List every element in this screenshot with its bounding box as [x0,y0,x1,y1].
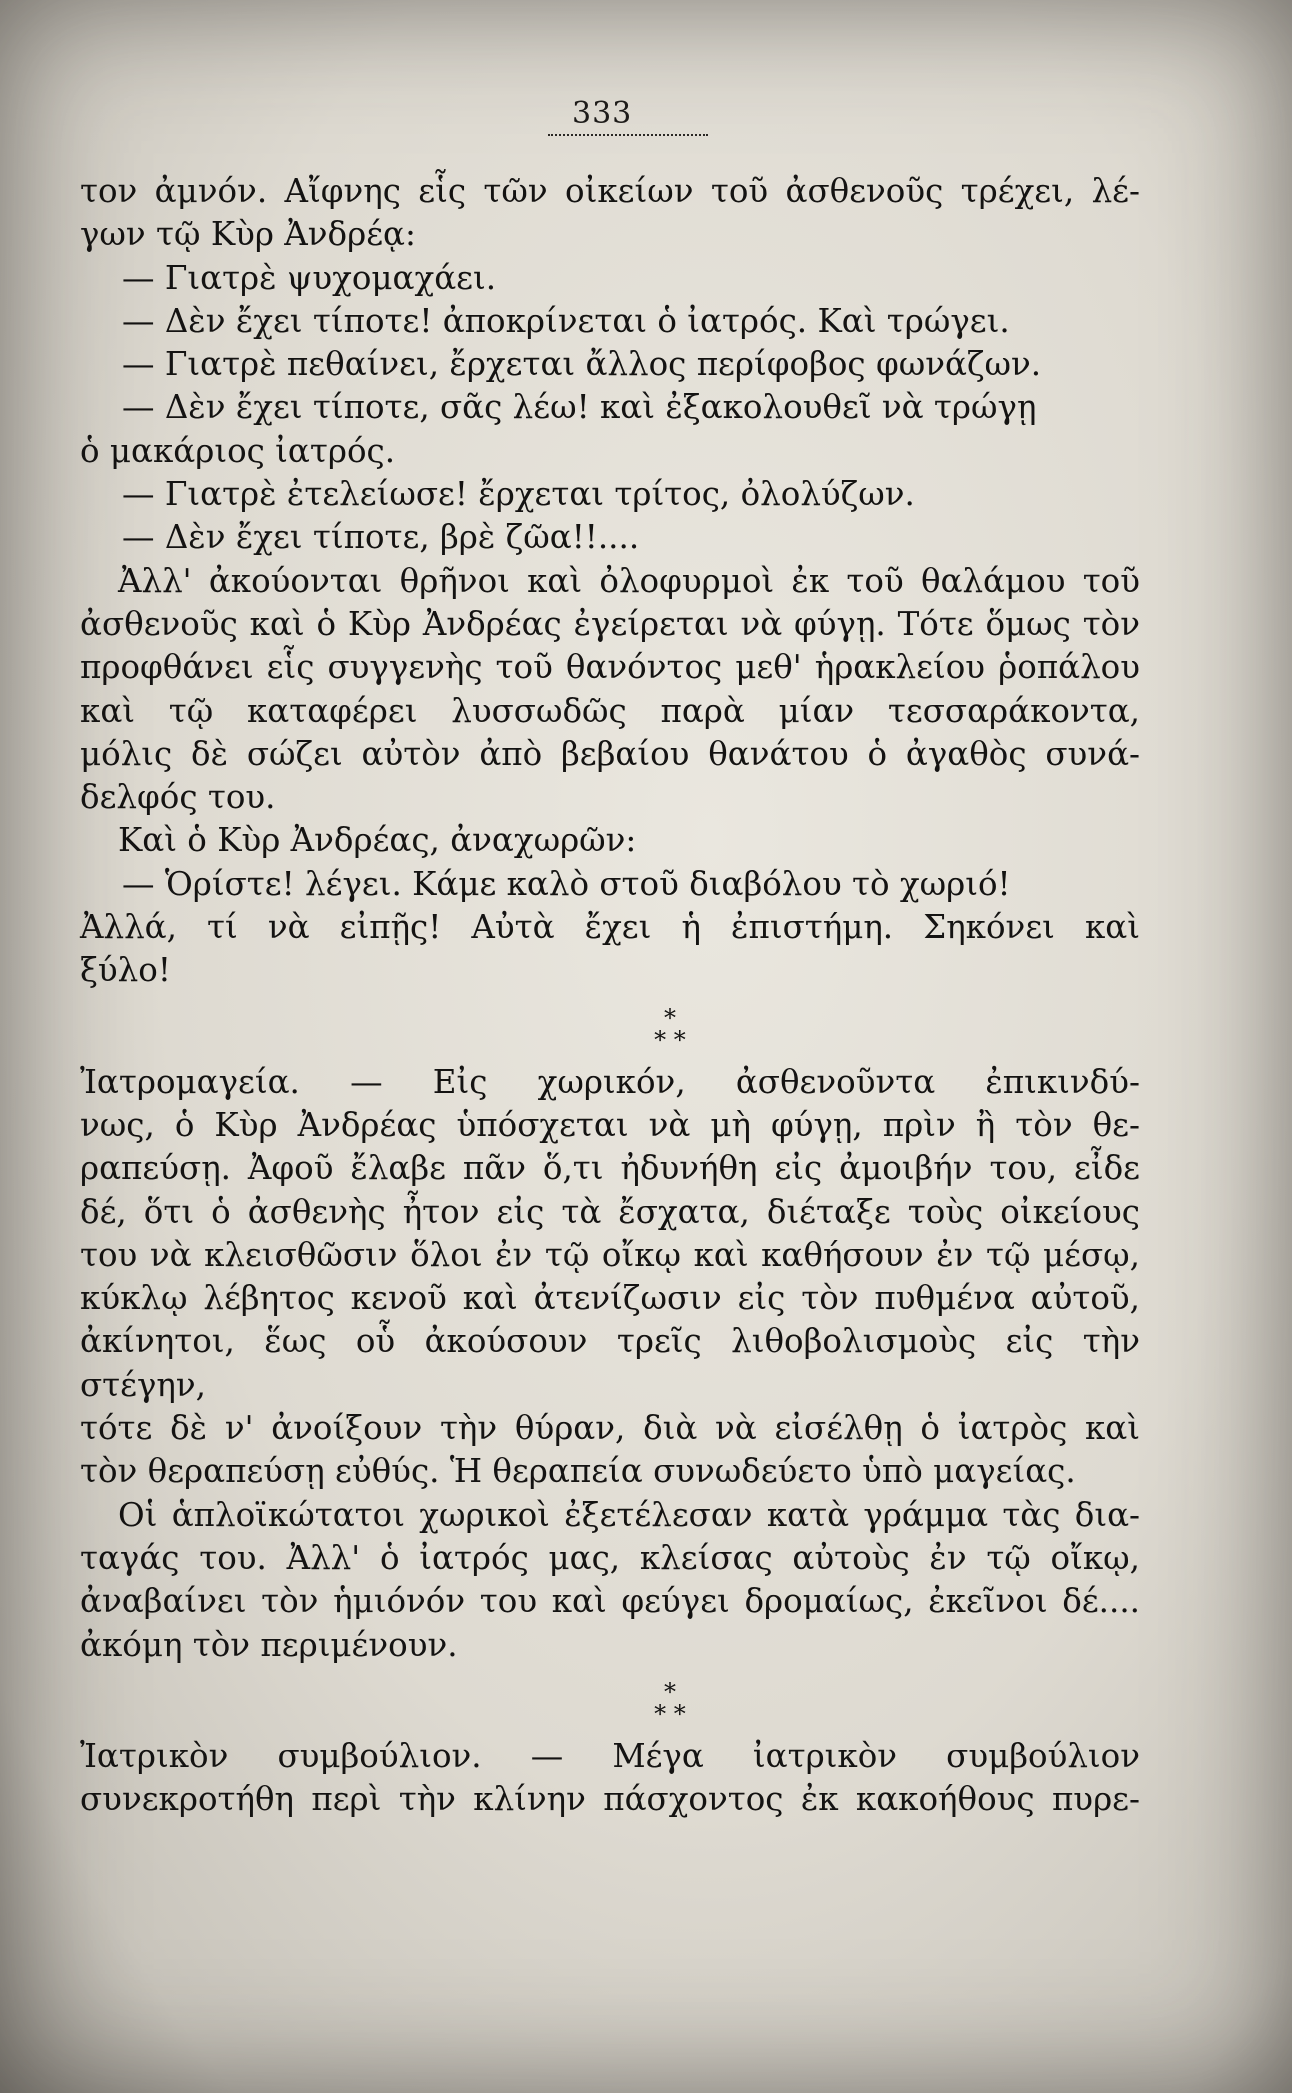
text-line: — Γιατρὲ ψυχομαχάει. [122,258,497,297]
section-asterism [80,993,1140,1061]
text-line: του νὰ κλεισθῶσιν ὅλοι ἐν τῷ οἴκῳ καὶ καθήσουν ἐν τῷ μέσῳ, [80,1235,1140,1274]
text-line: ραπεύσῃ. Ἀφοῦ ἔλαβε πᾶν ὅ,τι ἠδυνήθη εἰς ἀμοιβήν του, εἶδε [80,1149,1140,1188]
text-line: τον ἀμνόν. Αἴφνης εἷς τῶν οἰκείων τοῦ ἀσθενοῦς τρέχει, λέ- [80,172,1140,210]
text-line: — Γιατρὲ ἐτελείωσε! ἔρχεται τρίτος, ὀλολύζων. [122,475,915,514]
asterism-bottom: * * [654,1699,686,1728]
text-line: Καὶ ὁ Κὺρ Ἀνδρέας, ἀναχωρῶν: [118,821,637,860]
text-line: τὸν θεραπεύσῃ εὐθύς. Ἡ θεραπεία συνωδεύετο ὑπὸ μαγείας. [80,1452,1076,1491]
page-number: 333 [572,96,633,131]
text-line: Οἱ ἁπλοϊκώτατοι χωρικοὶ ἐξετέλεσαν κατὰ γράμμα τὰς δια- [118,1495,1140,1534]
text-line: ταγάς του. Ἀλλ' ὁ ἰατρός μας, κλείσας αὐτοὺς ἐν τῷ οἴκῳ, [80,1538,1140,1577]
text-line: ἀσθενοῦς καὶ ὁ Κὺρ Ἀνδρέας ἐγείρεται νὰ φύγῃ. Τότε ὅμως τὸν [80,604,1140,643]
text-line: ἀκίνητοι, ἕως οὗ ἀκούσουν τρεῖς λιθοβολισμοὺς εἰς τὴν στέγην, [80,1322,1140,1404]
text-line: — Δὲν ἔχει τίποτε! ἀποκρίνεται ὁ ἰατρός. Καὶ τρώγει. [122,301,1010,340]
text-line: τότε δὲ ν' ἀνοίξουν τὴν θύραν, διὰ νὰ εἰσέλθῃ ὁ ἰατρὸς καὶ [80,1409,1140,1448]
section-asterism [80,1667,1140,1735]
text-line: ὁ μακάριος ἰατρός. [80,431,396,470]
text-line: συνεκροτήθη περὶ τὴν κλίνην πάσχοντος ἐκ κακοήθους πυρε- [80,1780,1140,1819]
text-line: — Δὲν ἔχει τίποτε, βρὲ ζῶα!!.... [122,518,640,557]
text-line: ξύλο! [80,951,171,990]
page-number-underline [548,134,708,136]
text-line: ἀναβαίνει τὸν ἡμιόνόν του καὶ φεύγει δρομαίως, ἐκεῖνοι δέ.... [80,1582,1140,1621]
text-line: προφθάνει εἷς συγγενὴς τοῦ θανόντος μεθ' ἡρακλείου ῥοπάλου [80,648,1140,687]
asterism-bottom: * * [654,1025,686,1054]
asterism-top: * [664,1003,676,1032]
text-line: — Ὁρίστε! λέγει. Κάμε καλὸ στοῦ διαβόλου τὸ χωριό! [122,864,1011,903]
asterism-top: * [664,1677,676,1706]
text-line: Ἰατρικὸν συμβούλιον. — Μέγα ἰατρικὸν συμβούλιον [80,1736,1140,1775]
text-line: ἀκόμη τὸν περιμένουν. [80,1625,458,1664]
text-line: Ἀλλά, τί νὰ εἰπῇς! Αὐτὰ ἔχει ἡ ἐπιστήμη. Σηκόνει καὶ [80,908,1140,947]
text-line: δέ, ὅτι ὁ ἀσθενὴς ἦτον εἰς τὰ ἔσχατα, διέταξε τοὺς οἰκείους [80,1192,1140,1231]
text-line: — Γιατρὲ πεθαίνει, ἔρχεται ἄλλος περίφοβος φωνάζων. [122,345,1042,384]
text-line: Ἀλλ' ἀκούονται θρῆνοι καὶ ὀλοφυρμοὶ ἐκ τοῦ θαλάμου τοῦ [118,561,1140,600]
text-line: μόλις δὲ σώζει αὐτὸν ἀπὸ βεβαίου θανάτου ὁ ἀγαθὸς συνά- [80,734,1140,773]
text-line: καὶ τῷ καταφέρει λυσσωδῶς παρὰ μίαν τεσσαράκοντα, [80,691,1140,730]
text-line: δελφός του. [80,778,276,817]
text-line: Ἰατρομαγεία. — Εἰς χωρικόν, ἀσθενοῦντα ἐπικινδύ- [80,1062,1140,1101]
text-line: κύκλῳ λέβητος κενοῦ καὶ ἀτενίζωσιν εἰς τὸν πυθμένα αὐτοῦ, [80,1279,1140,1318]
text-line: γων τῷ Κὺρ Ἀνδρέᾳ: [80,215,416,254]
body-text [80,170,1140,1821]
text-line: νως, ὁ Κὺρ Ἀνδρέας ὑπόσχεται νὰ μὴ φύγῃ, πρὶν ἢ τὸν θε- [80,1105,1140,1144]
text-line: — Δὲν ἔχει τίποτε, σᾶς λέω! καὶ ἐξακολουθεῖ νὰ τρώγῃ [122,388,1037,427]
